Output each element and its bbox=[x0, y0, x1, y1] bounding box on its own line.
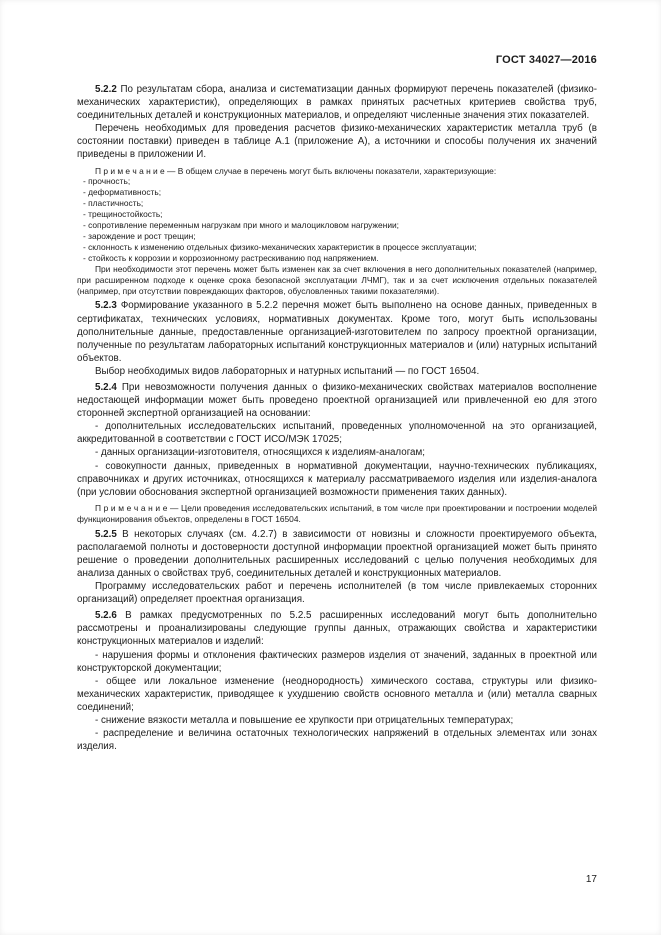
paragraph: - дополнительных исследовательских испытаний, проведенных уполномоченной на это организацией, аккредитованной в соответствии с ГОСТ ИСО/МЭК 17025; bbox=[77, 421, 597, 446]
paragraph: - совокупности данных, приведенных в нормативной документации, научно-технических публикациях, справочниках и других источниках, относящихся к материалу рассматриваемого изделия или изделия-аналога (при условии обоснования экспертной организацией возможности применения таких данных). bbox=[77, 460, 597, 498]
paragraph: 5.2.4 При невозможности получения данных о физико-механических свойствах материалов восполнение недостающей информации может быть проведено проектной организацией или привлеченной ею для этого сторонней экспертной организацией на основании: bbox=[77, 382, 597, 420]
note-text: - сопротивление переменным нагрузкам при много и малоцикловом нагружении; bbox=[83, 220, 399, 231]
page-number: 17 bbox=[585, 874, 597, 885]
paragraph: Выбор необходимых видов лабораторных и натурных испытаний — по ГОСТ 16504. bbox=[95, 365, 480, 377]
document-header: ГОСТ 34027—2016 bbox=[495, 54, 597, 66]
note-text: - трещиностойкость; bbox=[83, 209, 163, 220]
note-text: - склонность к изменению отдельных физико-механических характеристик в процессе эксплуатации; bbox=[83, 241, 477, 252]
paragraph: - нарушения формы и отклонения фактических размеров изделия от значений, заданных в проектной или конструкторской документации; bbox=[77, 649, 597, 674]
clause-number: 5.2.6 bbox=[95, 610, 117, 622]
note-text: - стойкость к коррозии и коррозионному растрескиванию под напряжением. bbox=[83, 252, 379, 263]
paragraph: - общее или локальное изменение (неоднородность) химического состава, структуры или физико-механических характеристик, приводящее к ухудшению свойств основного металла и (или) металла сварных соединений; bbox=[77, 675, 597, 713]
note-text: При необходимости этот перечень может быть изменен как за счет включения в него дополнительных показателей (например, при расширенном подходе к оценке срока безопасной эксплуатации ЛЧМГ), так и за счет исключения отдельных показателей (например, при отсутствии повреждающих факторов, обусловленных такими показателями). bbox=[77, 263, 597, 296]
document-body bbox=[77, 83, 597, 753]
paragraph: Программу исследовательских работ и перечень исполнителей (в том числе привлекаемых сторонних организаций) определяет проектная организация. bbox=[77, 581, 597, 606]
note-text: П р и м е ч а н и е — Цели проведения исследовательских испытаний, в том числе при проектировании и построении моделей функционирования объектов, определены в ГОСТ 16504. bbox=[77, 502, 597, 524]
paragraph: - данных организации-изготовителя, относящихся к изделиям-аналогам; bbox=[95, 447, 425, 459]
note-text: П р и м е ч а н и е — В общем случае в перечень могут быть включены показатели, характеризующие: bbox=[95, 165, 497, 176]
clause-number: 5.2.5 bbox=[95, 528, 117, 540]
paragraph: Перечень необходимых для проведения расчетов физико-механических характеристик металла труб (в состоянии поставки) приведен в таблице А.1 (приложение А), а источники и способы получения их значений приведены в приложении И. bbox=[77, 123, 597, 161]
paragraph: 5.2.2 По результатам сбора, анализа и систематизации данных формируют перечень показателей (физико-механических характеристик), определяющих в рамках принятых расчетных критериев свойства труб, соединительных деталей и конструкционных материалов, и определяют численные значения этих показателей. bbox=[77, 84, 597, 122]
paragraph: - распределение и величина остаточных технологических напряжений в отдельных элементах или зонах изделия. bbox=[77, 728, 597, 753]
clause-number: 5.2.3 bbox=[95, 300, 117, 312]
paragraph: 5.2.3 Формирование указанного в 5.2.2 перечня может быть выполнено на основе данных, приведенных в сертификатах, технических условиях, нормативных документах. Кроме того, могут быть использованы дополнительные данные, предоставленные организацией-изготовителем по запросу проектной организации, полученные по результатам лабораторных испытаний конструкционных материалов и (или) натурных испытаний объектов. bbox=[77, 300, 597, 364]
clause-number: 5.2.2 bbox=[95, 84, 117, 95]
note-text: - пластичность; bbox=[83, 198, 144, 209]
paragraph: 5.2.6 В рамках предусмотренных по 5.2.5 расширенных исследований могут быть дополнительно рассмотрены и проанализированы следующие группы данных, отражающих свойства и характеристики конструкционных материалов и изделий: bbox=[77, 610, 597, 648]
paragraph: - снижение вязкости металла и повышение ее хрупкости при отрицательных температурах; bbox=[95, 714, 514, 726]
note-text: - прочность; bbox=[83, 176, 131, 187]
note-text: - деформативность; bbox=[83, 187, 162, 198]
paragraph: 5.2.5 В некоторых случаях (см. 4.2.7) в зависимости от новизны и сложности проектируемого объекта, располагаемой полноты и достоверности доступной информации проектной организацией может быть принято решение о проведении дополнительных расширенных исследований с целью получения необходимых для анализа данных о свойствах труб, соединительных деталей и конструкционных материалов. bbox=[77, 528, 597, 579]
clause-number: 5.2.4 bbox=[95, 382, 117, 393]
note-text: - зарождение и рост трещин; bbox=[83, 231, 196, 241]
